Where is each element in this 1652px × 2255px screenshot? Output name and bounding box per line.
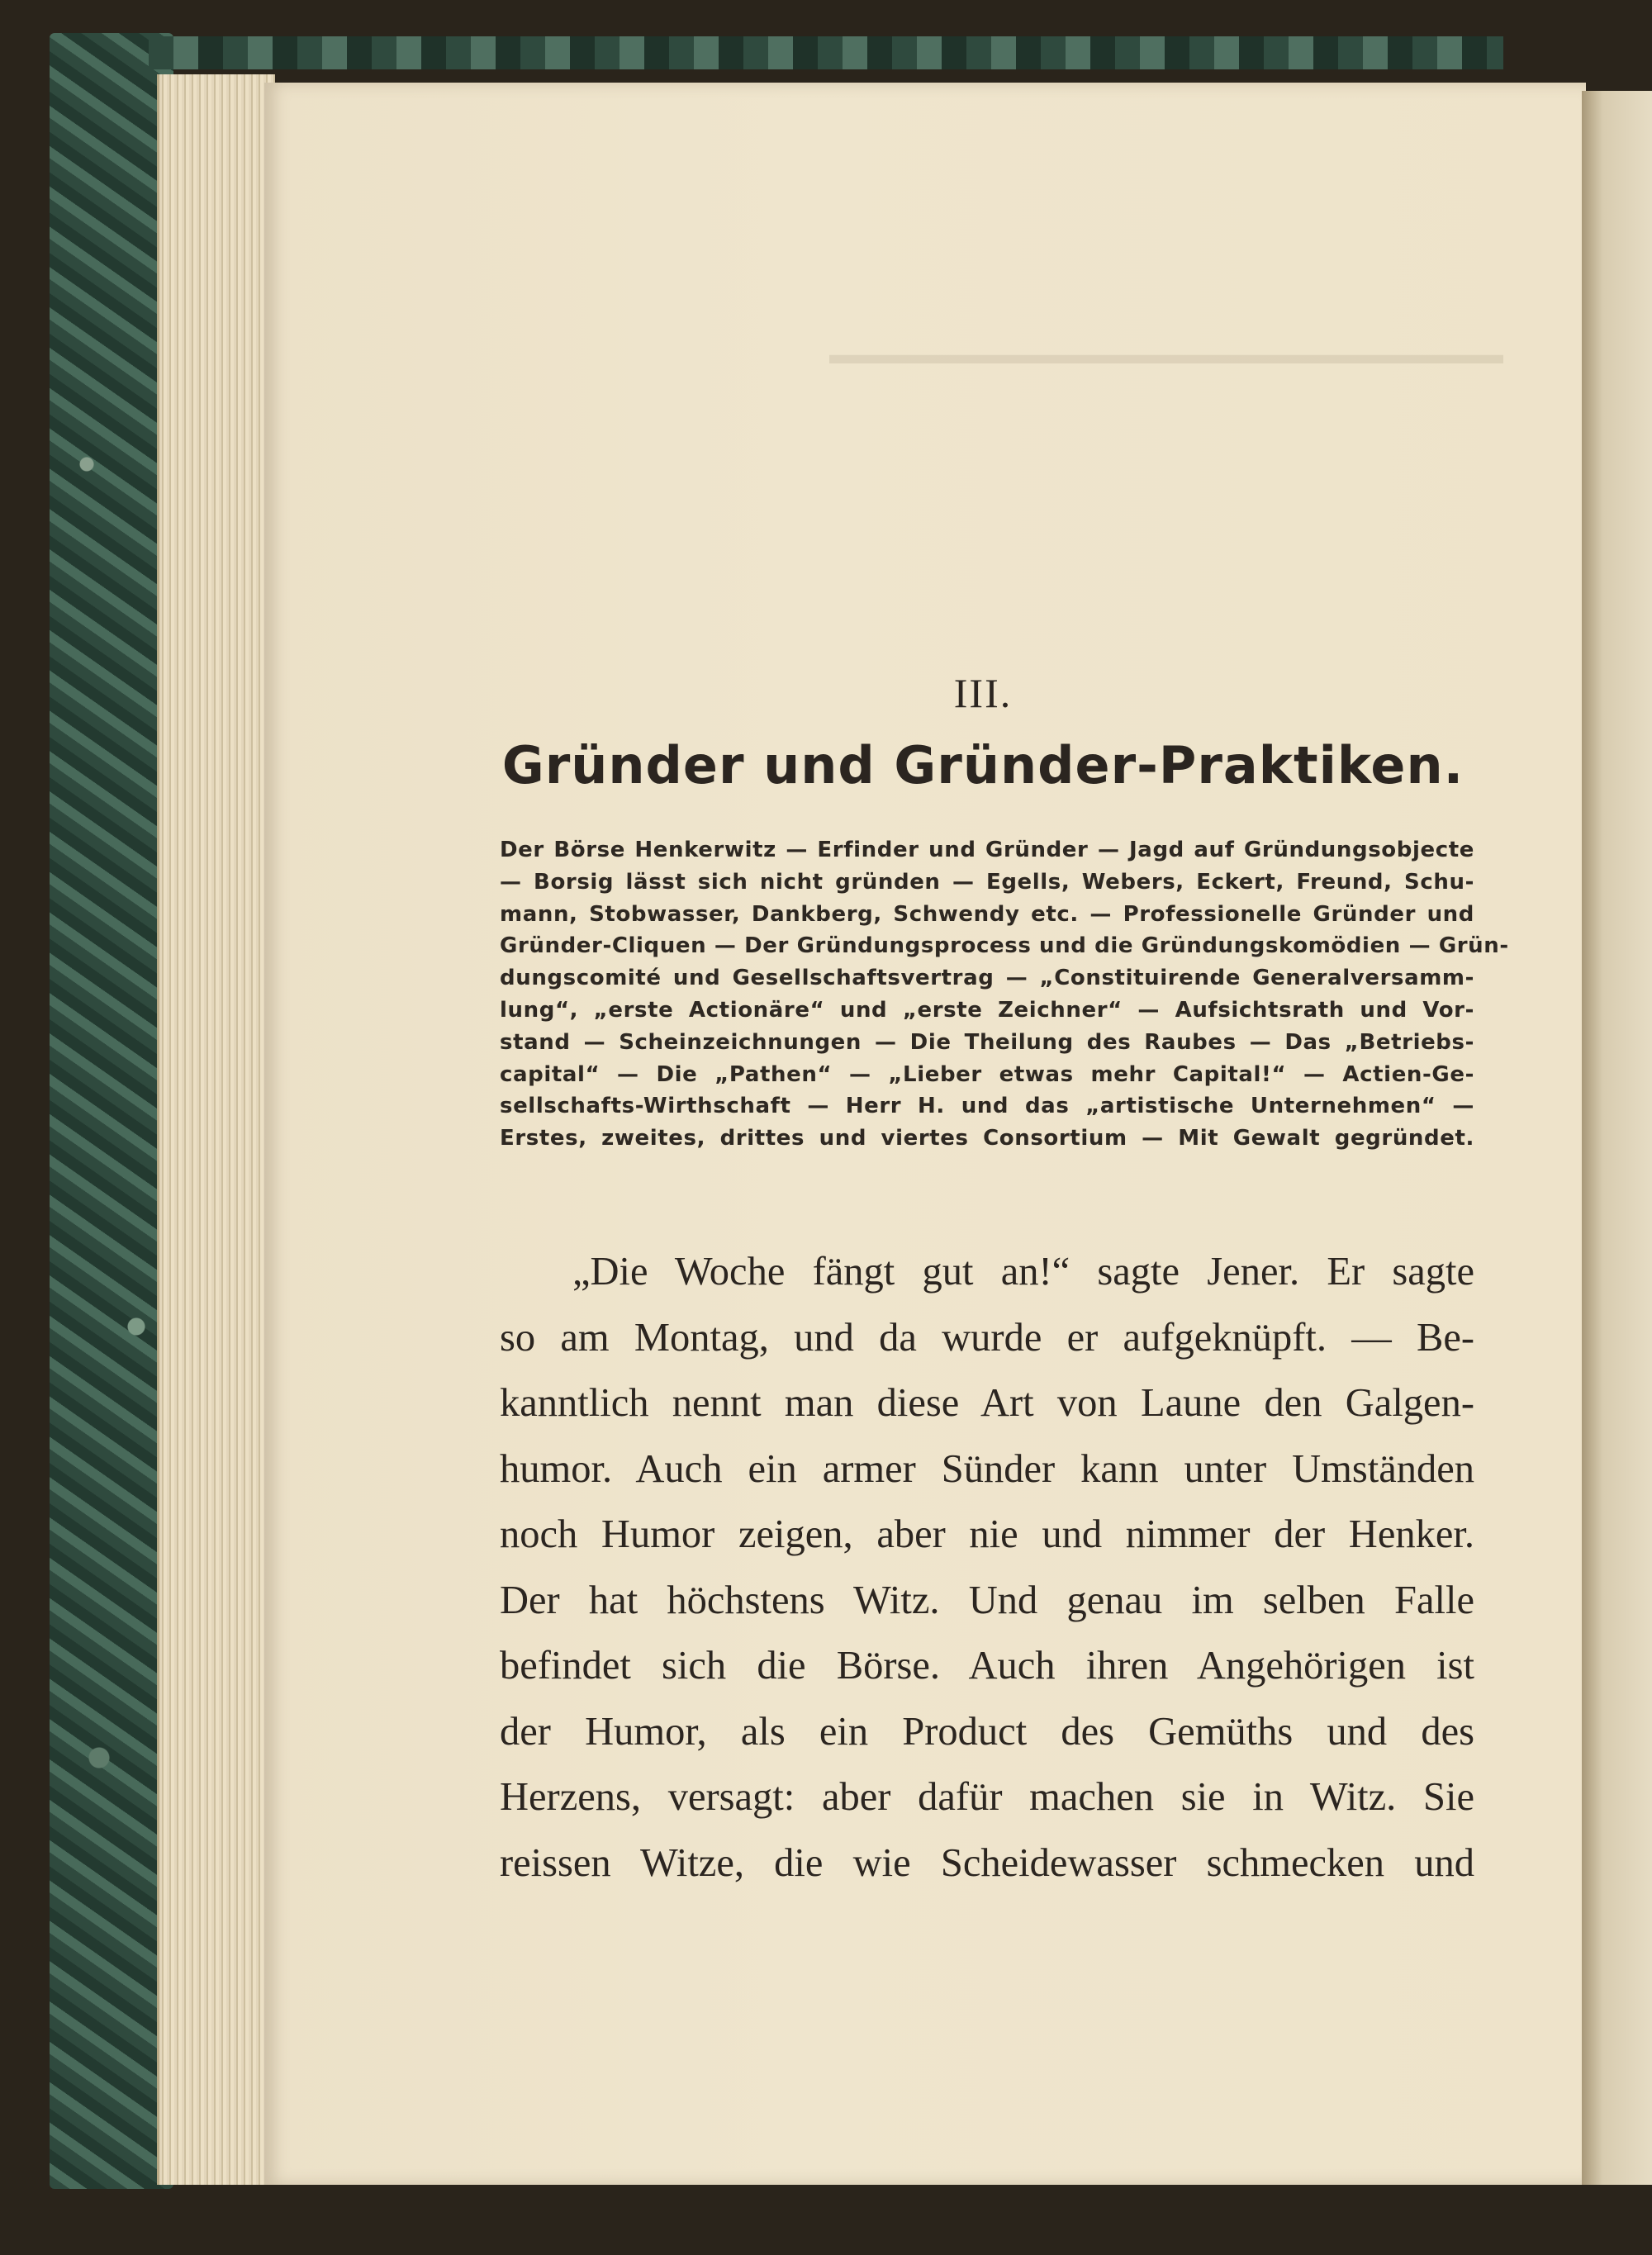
cover-top-edge [149,36,1503,69]
show-through-block: ▬▬▬▬▬▬▬▬▬▬▬▬▬▬▬▬▬▬▬▬▬▬▬▬ [829,339,1503,370]
summary-line: Erstes, zweites, drittes und viertes Consortium — Mit Gewalt gegründet. [500,1126,1474,1151]
body-line: so am Montag, und da wurde er aufgeknüpft. — Be- [500,1315,1474,1360]
body-line: befindet sich die Börse. Auch ihren Angehörigen ist [500,1644,1474,1688]
summary-line: — Borsig lässt sich nicht gründen — Egells, Webers, Eckert, Freund, Schu- [500,869,1474,895]
summary-line: stand — Scheinzeichnungen — Die Theilung des Raubes — Das „Betriebs- [500,1029,1474,1055]
body-line: noch Humor zeigen, aber nie und nimmer der Henker. [500,1512,1474,1556]
chapter-title: Gründer und Gründer-Praktiken. [501,735,1464,795]
summary-line: Gründer-Cliquen — Der Gründungsprocess und die Gründungskomödien — Grün- [500,933,1509,959]
summary-line: lung“, „erste Actionäre“ und „erste Zeichner“ — Aufsichtsrath und Vor- [500,997,1474,1023]
body-line: der Humor, als ein Product des Gemüths und des [500,1709,1474,1754]
body-line: Der hat höchstens Witz. Und genau im selben Falle [500,1578,1474,1622]
body-line: kanntlich nennt man diese Art von Laune den Galgen- [500,1381,1474,1425]
chapter-summary [500,834,1509,1155]
summary-line: mann, Stobwasser, Dankberg, Schwendy etc. — Professionelle Gründer und [500,901,1474,927]
summary-line: dungscomité und Gesellschaftsvertrag — „Constituirende Generalversamm- [500,966,1474,991]
next-page-edge [1582,91,1652,2185]
summary-line: Der Börse Henkerwitz — Erfinder und Gründer — Jagd auf Gründungsobjecte [500,838,1474,862]
page-edges [157,74,275,2185]
body-line: Herzens, versagt: aber dafür machen sie in Witz. Sie [500,1775,1474,1819]
summary-line: sellschafts-Wirthschaft — Herr H. und das „artistische Unternehmen“ — [500,1094,1474,1119]
summary-line: capital“ — Die „Pathen“ — „Lieber etwas mehr Capital!“ — Actien-Ge- [500,1061,1474,1087]
body-line: „Die Woche fängt gut an!“ sagte Jener. Er sagte [572,1250,1474,1294]
body-text [500,1239,1474,1896]
marbled-cover [50,33,173,2189]
body-line: humor. Auch ein armer Sünder kann unter Umständen [500,1446,1474,1491]
body-line: reissen Witze, die wie Scheidewasser schmecken und [500,1840,1474,1885]
show-through-text [496,322,1503,388]
chapter-numeral: III. [953,670,1013,716]
